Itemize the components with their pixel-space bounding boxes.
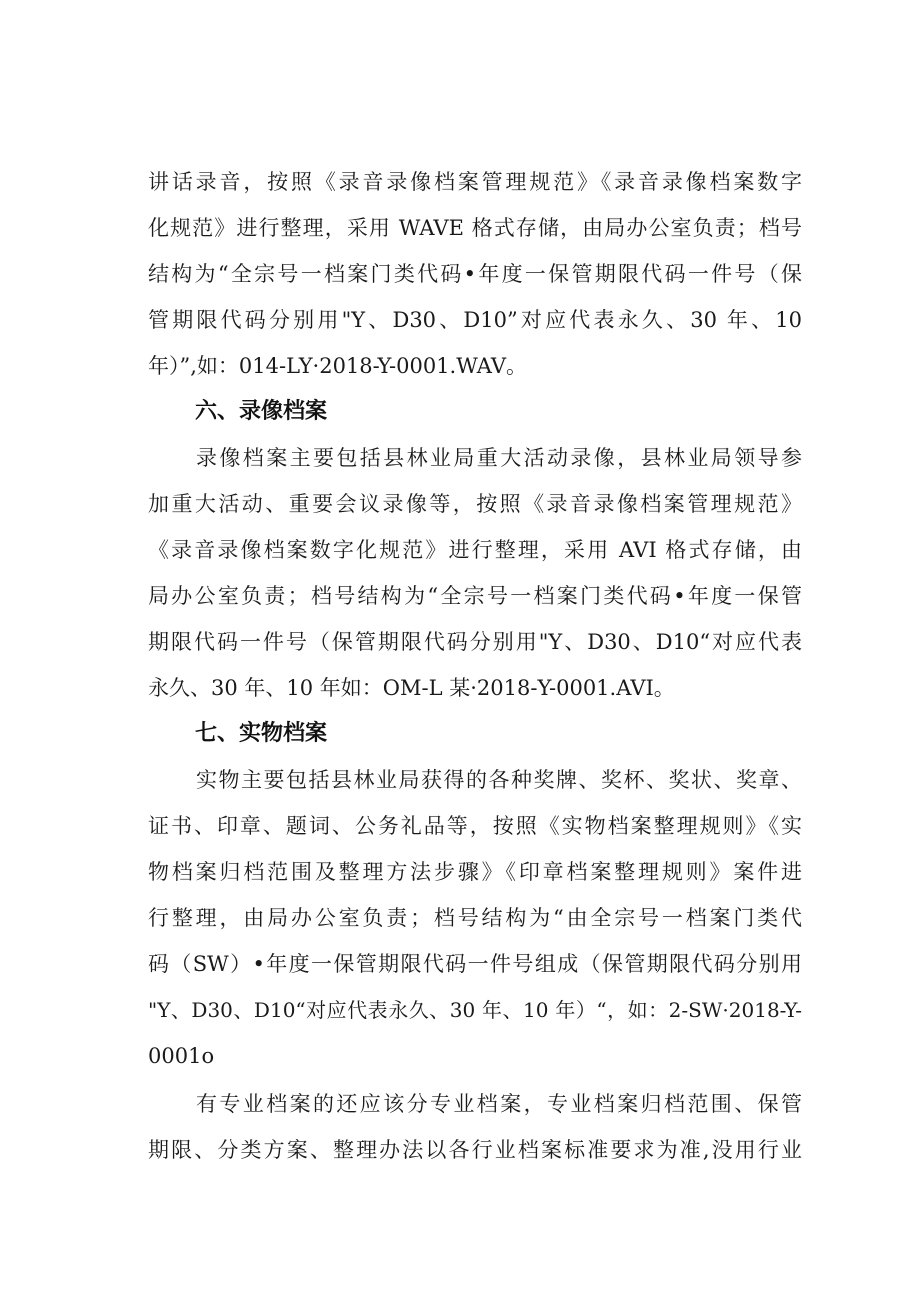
section7-line-3: 物档案归档范围及整理方法步骤》《印章档案整理规则》案件进: [148, 860, 802, 884]
section7-line-6: "Y、D30、D10“对应代表永久、30 年、10 年）“，如：2-SW·2018-Y-: [148, 998, 802, 1022]
section7-line-2: 证书、印章、题词、公务礼品等，按照《实物档案整理规则》《实: [148, 814, 802, 838]
section6-line-6: 永久、30 年、10 年如：OM-L 某·2018-Y-0001.AVI。: [148, 676, 675, 700]
section5-line-3: 结构为“全宗号一档案门类代码•年度一保管期限代码一件号（保: [148, 262, 802, 286]
section6-line-4: 局办公室负责；档号结构为“全宗号一档案门类代码•年度一保管: [148, 584, 802, 608]
section5-line-4: 管期限代码分别用"Y、D30、D10”对应代表永久、30 年、10: [148, 308, 802, 332]
section5-line-5: 年）”,如：014-LY·2018-Y-0001.WAV。: [148, 354, 528, 378]
section7-line-1: 实物主要包括县林业局获得的各种奖牌、奖杯、奖状、奖章、: [196, 768, 802, 792]
section6-line-3: 《录音录像档案数字化规范》进行整理，采用 AVI 格式存储，由: [148, 538, 802, 562]
section6-heading: 六、录像档案: [195, 399, 328, 424]
section6-line-1: 录像档案主要包括县林业局重大活动录像，县林业局领导参: [196, 446, 802, 470]
section7-line-4: 行整理，由局办公室负责；档号结构为“由全宗号一档案门类代: [148, 906, 802, 930]
closing-line-2: 期限、分类方案、整理办法以各行业档案标准要求为准,没用行业: [148, 1138, 802, 1162]
section5-line-1: 讲话录音，按照《录音录像档案管理规范》《录音录像档案数字: [148, 170, 802, 194]
section7-line-5: 码（SW）•年度一保管期限代码一件号组成（保管期限代码分别用: [148, 952, 802, 976]
section6-line-2: 加重大活动、重要会议录像等，按照《录音录像档案管理规范》: [148, 492, 802, 516]
closing-line-1: 有专业档案的还应该分专业档案，专业档案归档范围、保管: [196, 1092, 802, 1116]
section5-line-2: 化规范》进行整理，采用 WAVE 格式存储，由局办公室负责；档号: [148, 216, 802, 240]
section7-line-7: 0001o: [148, 1044, 215, 1068]
section6-line-5: 期限代码一件号（保管期限代码分别用"Y、D30、D10“对应代表: [148, 630, 802, 654]
section7-heading: 七、实物档案: [195, 721, 328, 746]
